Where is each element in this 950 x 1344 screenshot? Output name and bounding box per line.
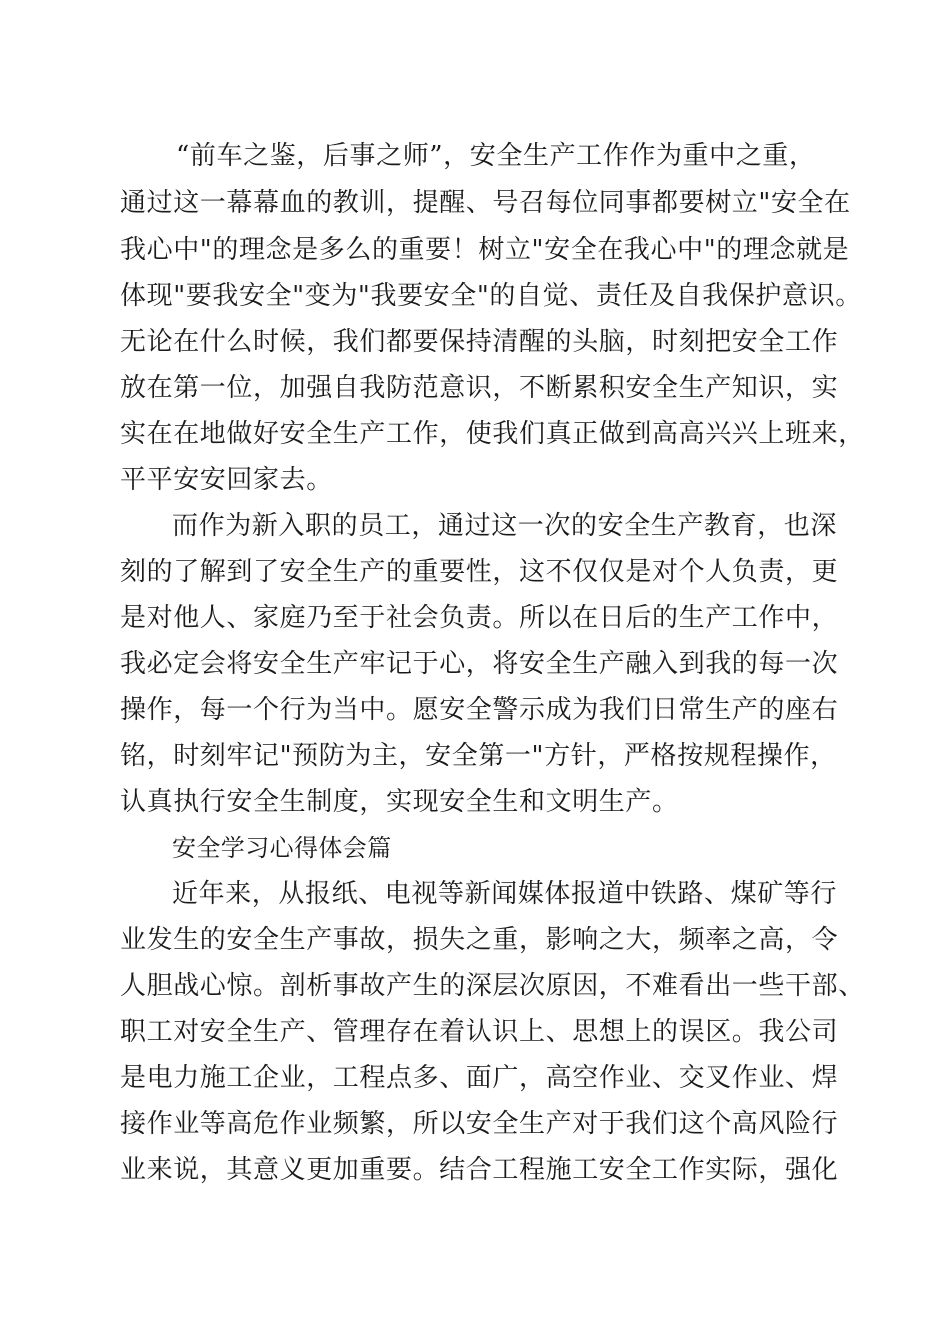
paragraph-1-line-1: “前车之鉴，后事之师”，安全生产工作作为重中之重， [176,141,816,171]
paragraph-1-line-4: 体现"要我安全"变为"我要安全"的自觉、责任及自我保护意识。 [120,281,862,311]
paragraph-1-line-2: 通过这一幕幕血的教训，提醒、号召每位同事都要树立"安全在 [120,188,851,218]
paragraph-2-line-6: 铭，时刻牢记"预防为主，安全第一"方针，严格按规程操作， [120,741,837,771]
paragraph-2-line-5: 操作，每一个行为当中。愿安全警示成为我们日常生产的座右 [120,695,839,725]
paragraph-2-line-7: 认真执行安全生制度，实现安全生和文明生产。 [120,787,679,817]
paragraph-1-line-8: 平平安安回家去。 [120,465,333,495]
paragraph-2-line-4: 我必定会将安全生产牢记于心，将安全生产融入到我的每一次 [120,649,839,679]
paragraph-1-line-7: 实在在地做好安全生产工作，使我们真正做到高高兴兴上班来， [120,419,865,449]
paragraph-1-line-3: 我心中"的理念是多么的重要！树立"安全在我心中"的理念就是 [120,235,850,265]
paragraph-3-line-3: 人胆战心惊。剖析事故产生的深层次原因，不难看出一些干部、 [120,971,865,1001]
paragraph-3-line-4: 职工对安全生产、管理存在着认识上、思想上的误区。我公司 [120,1017,839,1047]
paragraph-3-line-7: 业来说，其意义更加重要。结合工程施工安全工作实际，强化 [120,1155,839,1185]
paragraph-3-line-6: 接作业等高危作业频繁，所以安全生产对于我们这个高风险行 [120,1109,839,1139]
paragraph-3-line-1: 近年来，从报纸、电视等新闻媒体报道中铁路、煤矿等行 [172,879,838,909]
section-heading: 安全学习心得体会篇 [172,834,392,862]
paragraph-1-line-6: 放在第一位，加强自我防范意识，不断累积安全生产知识，实 [120,373,839,403]
paragraph-2-line-2: 刻的了解到了安全生产的重要性，这不仅仅是对个人负责，更 [120,557,839,587]
paragraph-3-line-5: 是电力施工企业，工程点多、面广，高空作业、交叉作业、焊 [120,1063,839,1093]
paragraph-1-line-5: 无论在什么时候，我们都要保持清醒的头脑，时刻把安全工作 [120,327,839,357]
paragraph-3-line-2: 业发生的安全生产事故，损失之重，影响之大，频率之高，令 [120,925,839,955]
paragraph-2-line-3: 是对他人、家庭乃至于社会负责。所以在日后的生产工作中， [120,603,839,633]
paragraph-2-line-1: 而作为新入职的员工，通过这一次的安全生产教育，也深 [172,511,838,541]
